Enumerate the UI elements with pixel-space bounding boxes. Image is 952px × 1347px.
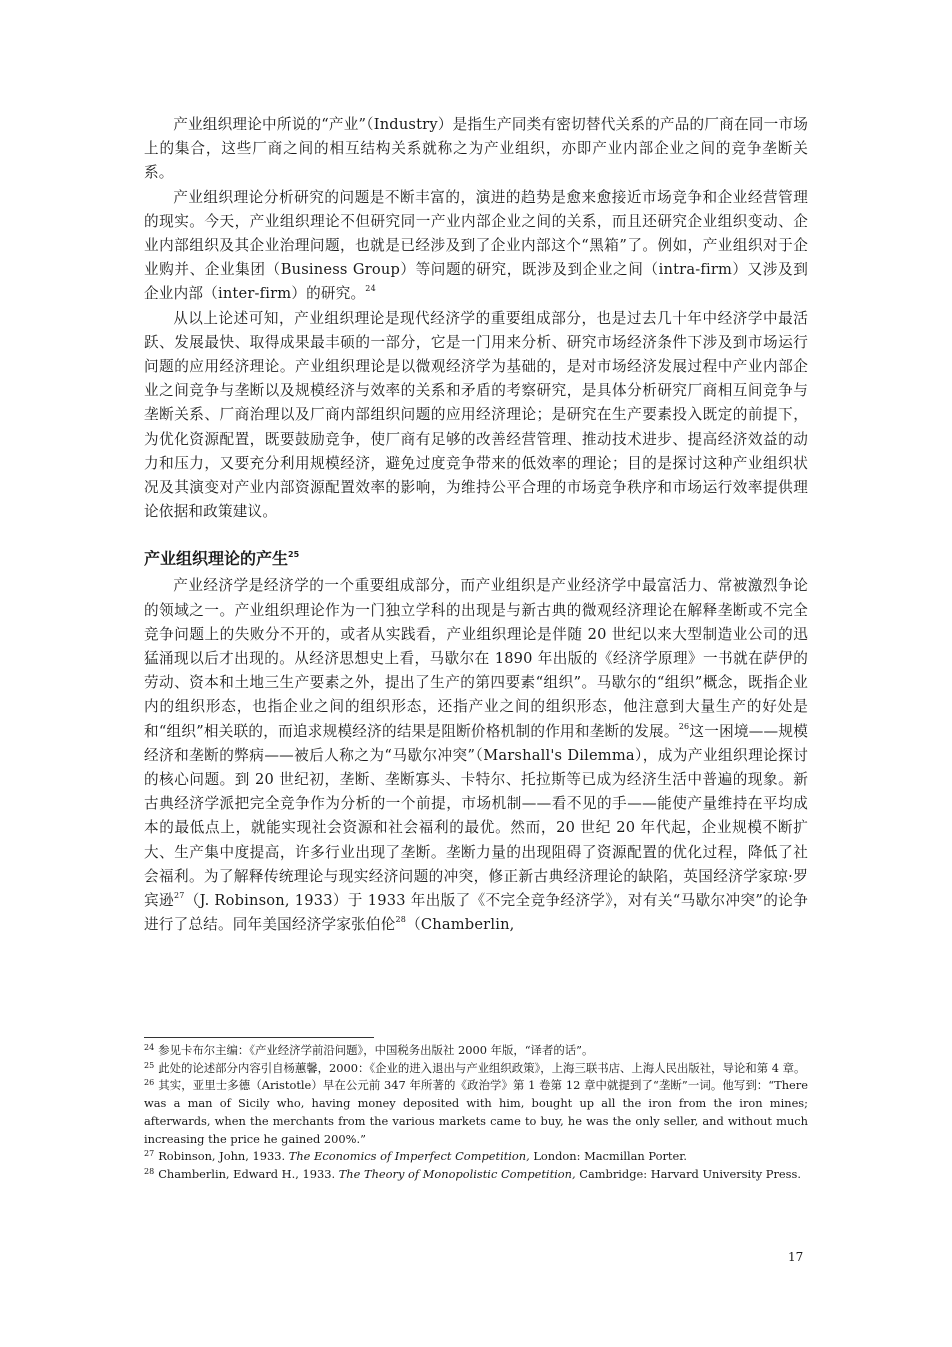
footnote-number: 24 <box>144 1043 155 1052</box>
paragraph-text: 这一困境——规模经济和垄断的弊病——被后人称之为“马歇尔冲突”（Marshall's Dilemma），成为产业组织理论探讨的核心问题。到 20 世纪初，垄断、垄断寡头、卡特尔、托拉斯等已成为经济生活中普遍的现象。新古典经济学派把完全竞争作为分析的一个前提，市场机制——看不见的手——能使产量维持在平均成本的最低点上，就能实现社会资源和社会福利的最优。然而，20 世纪 20 年代起，企业规模不断扩大、生产集中度提高，许多行业出现了垄断。垄断力量的出现阻碍了资源配置的优化过程，降低了社会福利。为了解释传统理论与现实经济问题的冲突，修正新古典经济理论的缺陷，英国经济学家琼·罗宾逊 <box>144 722 809 910</box>
footnote-ref[interactable]: 28 <box>395 915 407 925</box>
paragraph-text: （J. Robinson, 1933）于 1933 年出版了《不完全竞争经济学》，对有关“马歇尔冲突”的论争进行了总结。同年美国经济学家张伯伦 <box>144 892 808 934</box>
paragraph-text: （Chamberlin, <box>406 916 515 934</box>
footnote-ref[interactable]: 27 <box>173 891 185 901</box>
paragraph-text: 从以上论述可知，产业组织理论是现代经济学的重要组成部分，也是过去几十年中经济学中最活跃、发展最快、取得成果最丰硕的一部分，它是一门用来分析、研究市场经济条件下涉及到市场运行问题的应用经济理论。产业组织理论是以微观经济学为基础的，是对市场经济发展过程中产业内部企业之间竞争与垄断以及规模经济与效率的关系和矛盾的考察研究，是具体分析研究厂商相互间竞争与垄断关系、厂商治理以及厂商内部组织问题的应用经济理论；是研究在生产要素投入既定的前提下，为优化资源配置，既要鼓励竞争，使厂商有足够的改善经营管理、推动技术进步、提高经济效益的动力和压力，又要充分利用规模经济，避免过度竞争带来的低效率的理论；目的是探讨这种产业组织状况及其演变对产业内部资源配置效率的影响，为维持公平合理的市场竞争秩序和市场运行效率提供理论依据和政策建议。 <box>144 309 808 521</box>
footnote-number: 26 <box>144 1078 155 1088</box>
paragraph-theory-summary <box>144 307 808 525</box>
footnote-25 <box>144 1060 808 1078</box>
footnote-text: London: Macmillan Porter. <box>529 1149 688 1164</box>
paragraph-text: 产业组织理论分析研究的问题是不断丰富的，演进的趋势是愈来愈接近市场竞争和企业经营管理的现实。今天，产业组织理论不但研究同一产业内部企业之间的关系，而且还研究企业组织变动、企业内部组织及其企业治理问题，也就是已经涉及到了企业内部这个“黑箱”了。例如，产业组织对于企业购并、企业集团（Business Group）等问题的研究，既涉及到企业之间（intra-firm）又涉及到企业内部（inter-firm）的研究。 <box>144 188 808 303</box>
footnote-text: Robinson, John, 1933. <box>158 1149 289 1164</box>
paragraph-research-scope <box>144 186 808 307</box>
paragraph-text: 产业组织理论中所说的“产业”（Industry）是指生产同类有密切替代关系的产品的厂商在同一市场上的集合，这些厂商之间的相互结构关系就称之为产业组织，亦即产业内部企业之间的竞争垄断关系。 <box>144 116 808 182</box>
paragraph-text: 产业经济学是经济学的一个重要组成部分，而产业组织是产业经济学中最富活力、常被激烈争论的领域之一。产业组织理论作为一门独立学科的出现是与新古典的微观经济理论在解释垄断或不完全竞争问题上的失败分不开的，或者从实践看，产业组织理论是伴随 20 世纪以来大型制造业公司的迅猛涌现以后才出现的。从经济思想史上看，马歇尔在 1890 年出版的《经济学原理》一书就在萨伊的劳动、资本和土地三生产要素之外，提出了生产的第四要素“组织”。马歇尔的“组织”概念，既指企业内的组织形态，也指企业之间的组织形态，还指产业之间的组织形态，他注意到大量生产的好处是和“组织”相关联的，而追求规模经济的结果是阻断价格机制的作用和垄断的发展。 <box>144 577 808 740</box>
footnote-number: 28 <box>144 1166 155 1176</box>
paragraph-origin <box>144 574 808 937</box>
book-title: The Economics of Imperfect Competition, <box>288 1149 530 1164</box>
book-title: The Theory of Monopolistic Competition, <box>338 1166 576 1181</box>
footnote-27 <box>144 1148 808 1166</box>
footnote-number: 27 <box>144 1149 155 1159</box>
footnote-28 <box>144 1166 808 1184</box>
footnote-ref[interactable]: 26 <box>678 721 690 731</box>
footnotes <box>144 1042 808 1184</box>
footnote-divider <box>144 1037 374 1038</box>
footnote-ref[interactable]: 24 <box>365 284 376 294</box>
page-body <box>144 113 808 938</box>
footnote-ref[interactable]: 25 <box>288 550 300 560</box>
footnote-text: 此处的论述部分内容引自杨蕙馨，2000：《企业的进入退出与产业组织政策》，上海三联书店、上海人民出版社，导论和第 4 章。 <box>158 1060 806 1075</box>
footnote-text: Chamberlin, Edward H., 1933. <box>158 1166 339 1181</box>
paragraph-industry-definition <box>144 113 808 186</box>
footnote-text: Cambridge: Harvard University Press. <box>575 1166 801 1181</box>
footnote-text: 参见卡布尔主编：《产业经济学前沿问题》，中国税务出版社 2000 年版，“译者的话”。 <box>158 1043 594 1057</box>
footnote-number: 25 <box>144 1060 155 1070</box>
page-number: 17 <box>788 1250 804 1264</box>
section-heading <box>144 548 808 570</box>
footnote-24 <box>144 1042 808 1060</box>
footnote-text: 其实，亚里士多德（Aristotle）早在公元前 347 年所著的《政治学》第 1 卷第 12 章中就提到了“垄断”一词。他写到：“There was a man of Sicily who, having money deposited with him, bought up all the iron from the iron mines; afterwards, when the merchants from the various markets came to buy, he was the only seller, and without much increasing the price he gained 200%.” <box>144 1078 808 1146</box>
footnote-26 <box>144 1077 808 1148</box>
section-title: 产业组织理论的产生 <box>144 549 289 569</box>
